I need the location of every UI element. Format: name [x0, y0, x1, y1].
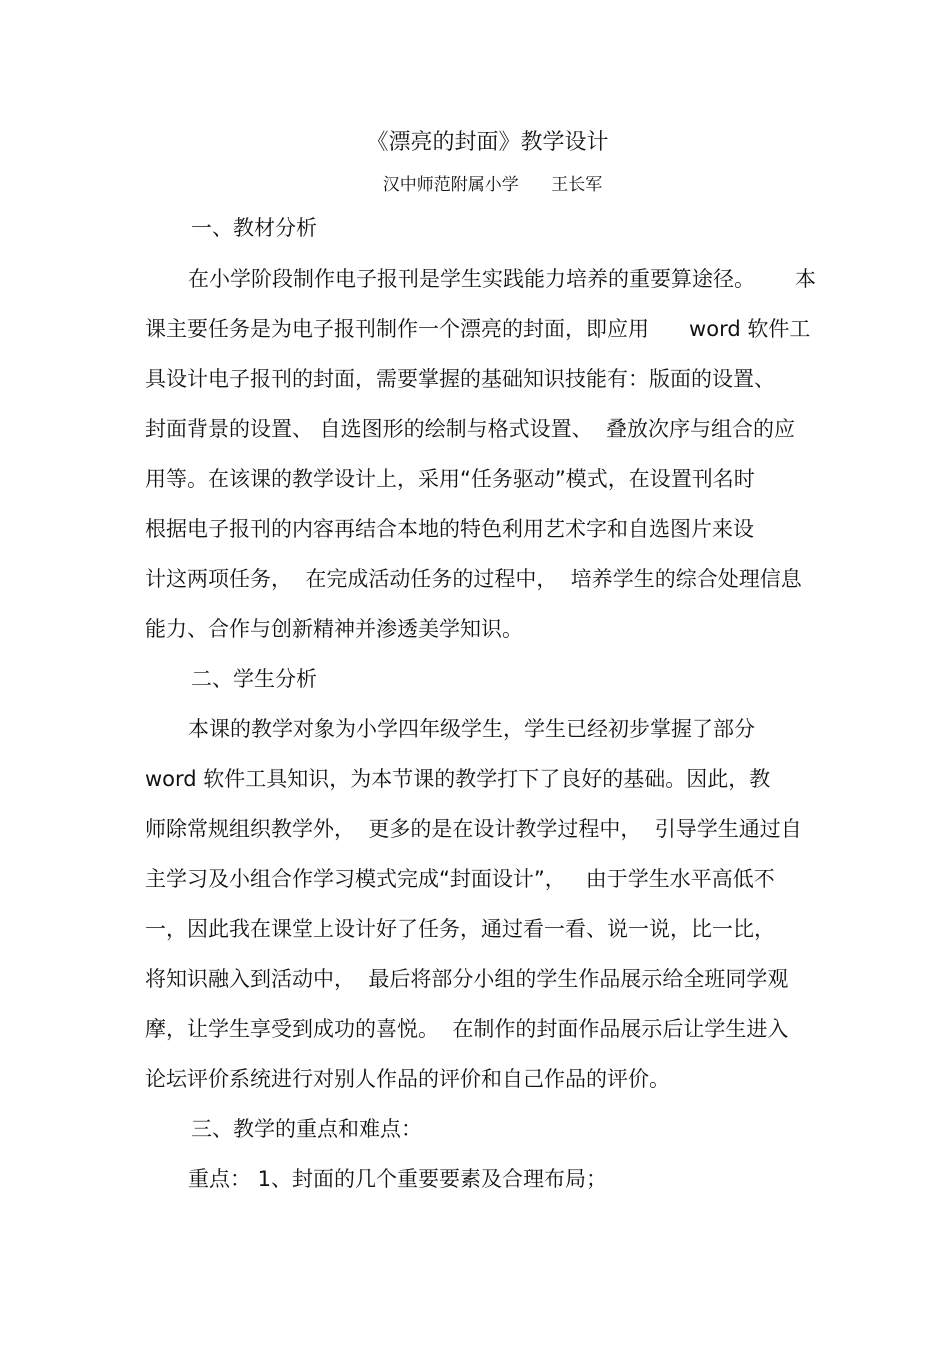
paragraph-line: 将知识融入到活动中， 最后将部分小组的学生作品展示给全班同学观	[145, 967, 789, 991]
paragraph-line: 摩，让学生享受到成功的喜悦。 在制作的封面作品展示后让学生进入	[145, 1017, 789, 1041]
paragraph-line: 用等。在该课的教学设计上，采用“任务驱动”模式，在设置刊名时	[145, 467, 755, 491]
paragraph-line: 封面背景的设置、 自选图形的绘制与格式设置、 叠放次序与组合的应	[145, 417, 796, 441]
section-heading: 三、教学的重点和难点：	[191, 1117, 422, 1141]
document-title: 《漂亮的封面》教学设计	[366, 130, 609, 155]
paragraph-line: 能力、合作与创新精神并渗透美学知识。	[145, 617, 523, 641]
paragraph-line: 具设计电子报刊的封面，需要掌握的基础知识技能有：版面的设置、	[145, 367, 775, 391]
section-heading: 二、学生分析	[191, 667, 317, 691]
paragraph-line: 在小学阶段制作电子报刊是学生实践能力培养的重要算途径。 本	[188, 267, 817, 291]
paragraph-line: 主学习及小组合作学习模式完成“封面设计”， 由于学生水平高低不	[145, 867, 775, 891]
section-heading: 一、教材分析	[191, 216, 317, 240]
author-line: 汉中师范附属小学 王长军	[382, 175, 603, 195]
paragraph-line: 根据电子报刊的内容再结合本地的特色利用艺术字和自选图片来设	[145, 517, 754, 541]
paragraph-line: 计这两项任务， 在完成活动任务的过程中， 培养学生的综合处理信息	[145, 567, 802, 591]
paragraph-line: 重点： 1、封面的几个重要要素及合理布局；	[188, 1167, 608, 1191]
paragraph-line: 一，因此我在课堂上设计好了任务，通过看一看、说一说，比一比，	[145, 917, 775, 941]
paragraph-line: 课主要任务是为电子报刊制作一个漂亮的封面，即应用 word 软件工	[145, 317, 811, 341]
paragraph-line: 论坛评价系统进行对别人作品的评价和自己作品的评价。	[145, 1067, 670, 1091]
paragraph-line: 师除常规组织教学外， 更多的是在设计教学过程中， 引导学生通过自	[145, 817, 802, 841]
paragraph-line: word 软件工具知识，为本节课的教学打下了良好的基础。因此，教	[145, 767, 771, 791]
paragraph-line: 本课的教学对象为小学四年级学生，学生已经初步掌握了部分	[188, 717, 755, 741]
